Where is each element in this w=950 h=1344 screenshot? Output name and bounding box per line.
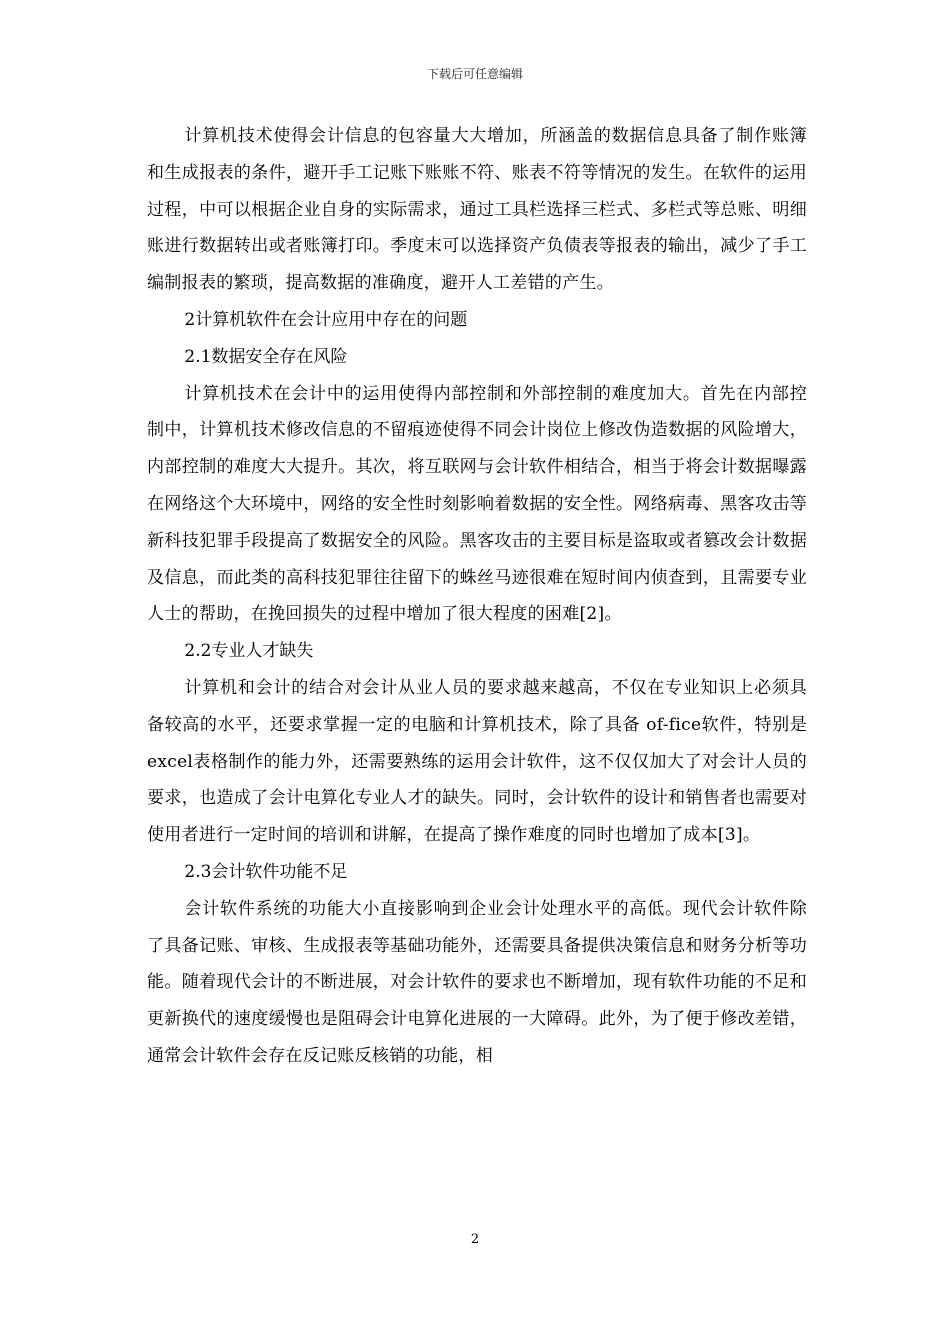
- subsection-heading-2-3: 2.3会计软件功能不足: [184, 861, 348, 882]
- subsection-heading-2-1: 2.1数据安全存在风险: [184, 346, 348, 367]
- paragraph-software-function: 会计软件系统的功能大小直接影响到企业会计处理水平的高低。现代会计软件除了具备记账、审核、生成报表等基础功能外，还需要具备提供决策信息和财务分析等功能。随着现代会计的不断进展，对会计软件的要求也不断增加，现有软件功能的不足和更新换代的速度缓慢也是阻碍会计电算化进展的一大障碍。此外，为了便于修改差错，通常会计软件会存在反记账反核销的功能，相: [147, 898, 807, 1066]
- page-number: 2: [470, 1232, 480, 1247]
- document-body: [147, 118, 807, 1075]
- paragraph-talent-shortage: 计算机和会计的结合对会计从业人员的要求越来越高，不仅在专业知识上必须具备较高的水平，还要求掌握一定的电脑和计算机技术，除了具备 of-fice软件，特别是excel表格制作的能力外，还需要熟练的运用会计软件，这不仅仅加大了对会计人员的要求，也造成了会计电算化专业人才的缺失。同时，会计软件的设计和销售者也需要对使用者进行一定时间的培训和讲解，在提高了操作难度的同时也增加了成本[3]。: [147, 677, 807, 846]
- subsection-heading-2-2: 2.2专业人才缺失: [184, 641, 314, 662]
- section-heading-2: 2计算机软件在会计应用中存在的问题: [184, 309, 468, 330]
- page-header: 下载后可任意编辑: [426, 67, 523, 81]
- paragraph-data-security: 计算机技术在会计中的运用使得内部控制和外部控制的难度加大。首先在内部控制中，计算机技术修改信息的不留痕迹使得不同会计岗位上修改伪造数据的风险增大，内部控制的难度大大提升。其次，将互联网与会计软件相结合，相当于将会计数据曝露在网络这个大环境中，网络的安全性时刻影响着数据的安全性。网络病毒、黑客攻击等新科技犯罪手段提高了数据安全的风险。黑客攻击的主要目标是盗取或者篡改会计数据及信息，而此类的高科技犯罪往往留下的蛛丝马迹很难在短时间内侦查到，且需要专业人士的帮助，在挽回损失的过程中增加了很大程度的困难[2]。: [147, 383, 807, 625]
- paragraph-intro: 计算机技术使得会计信息的包容量大大增加，所涵盖的数据信息具备了制作账簿和生成报表的条件，避开手工记账下账账不符、账表不符等情况的发生。在软件的运用过程，中可以根据企业自身的实际需求，通过工具栏选择三栏式、多栏式等总账、明细账进行数据转出或者账簿打印。季度末可以选择资产负债表等报表的输出，减少了手工编制报表的繁琐，提高数据的准确度，避开人工差错的产生。: [147, 126, 807, 294]
